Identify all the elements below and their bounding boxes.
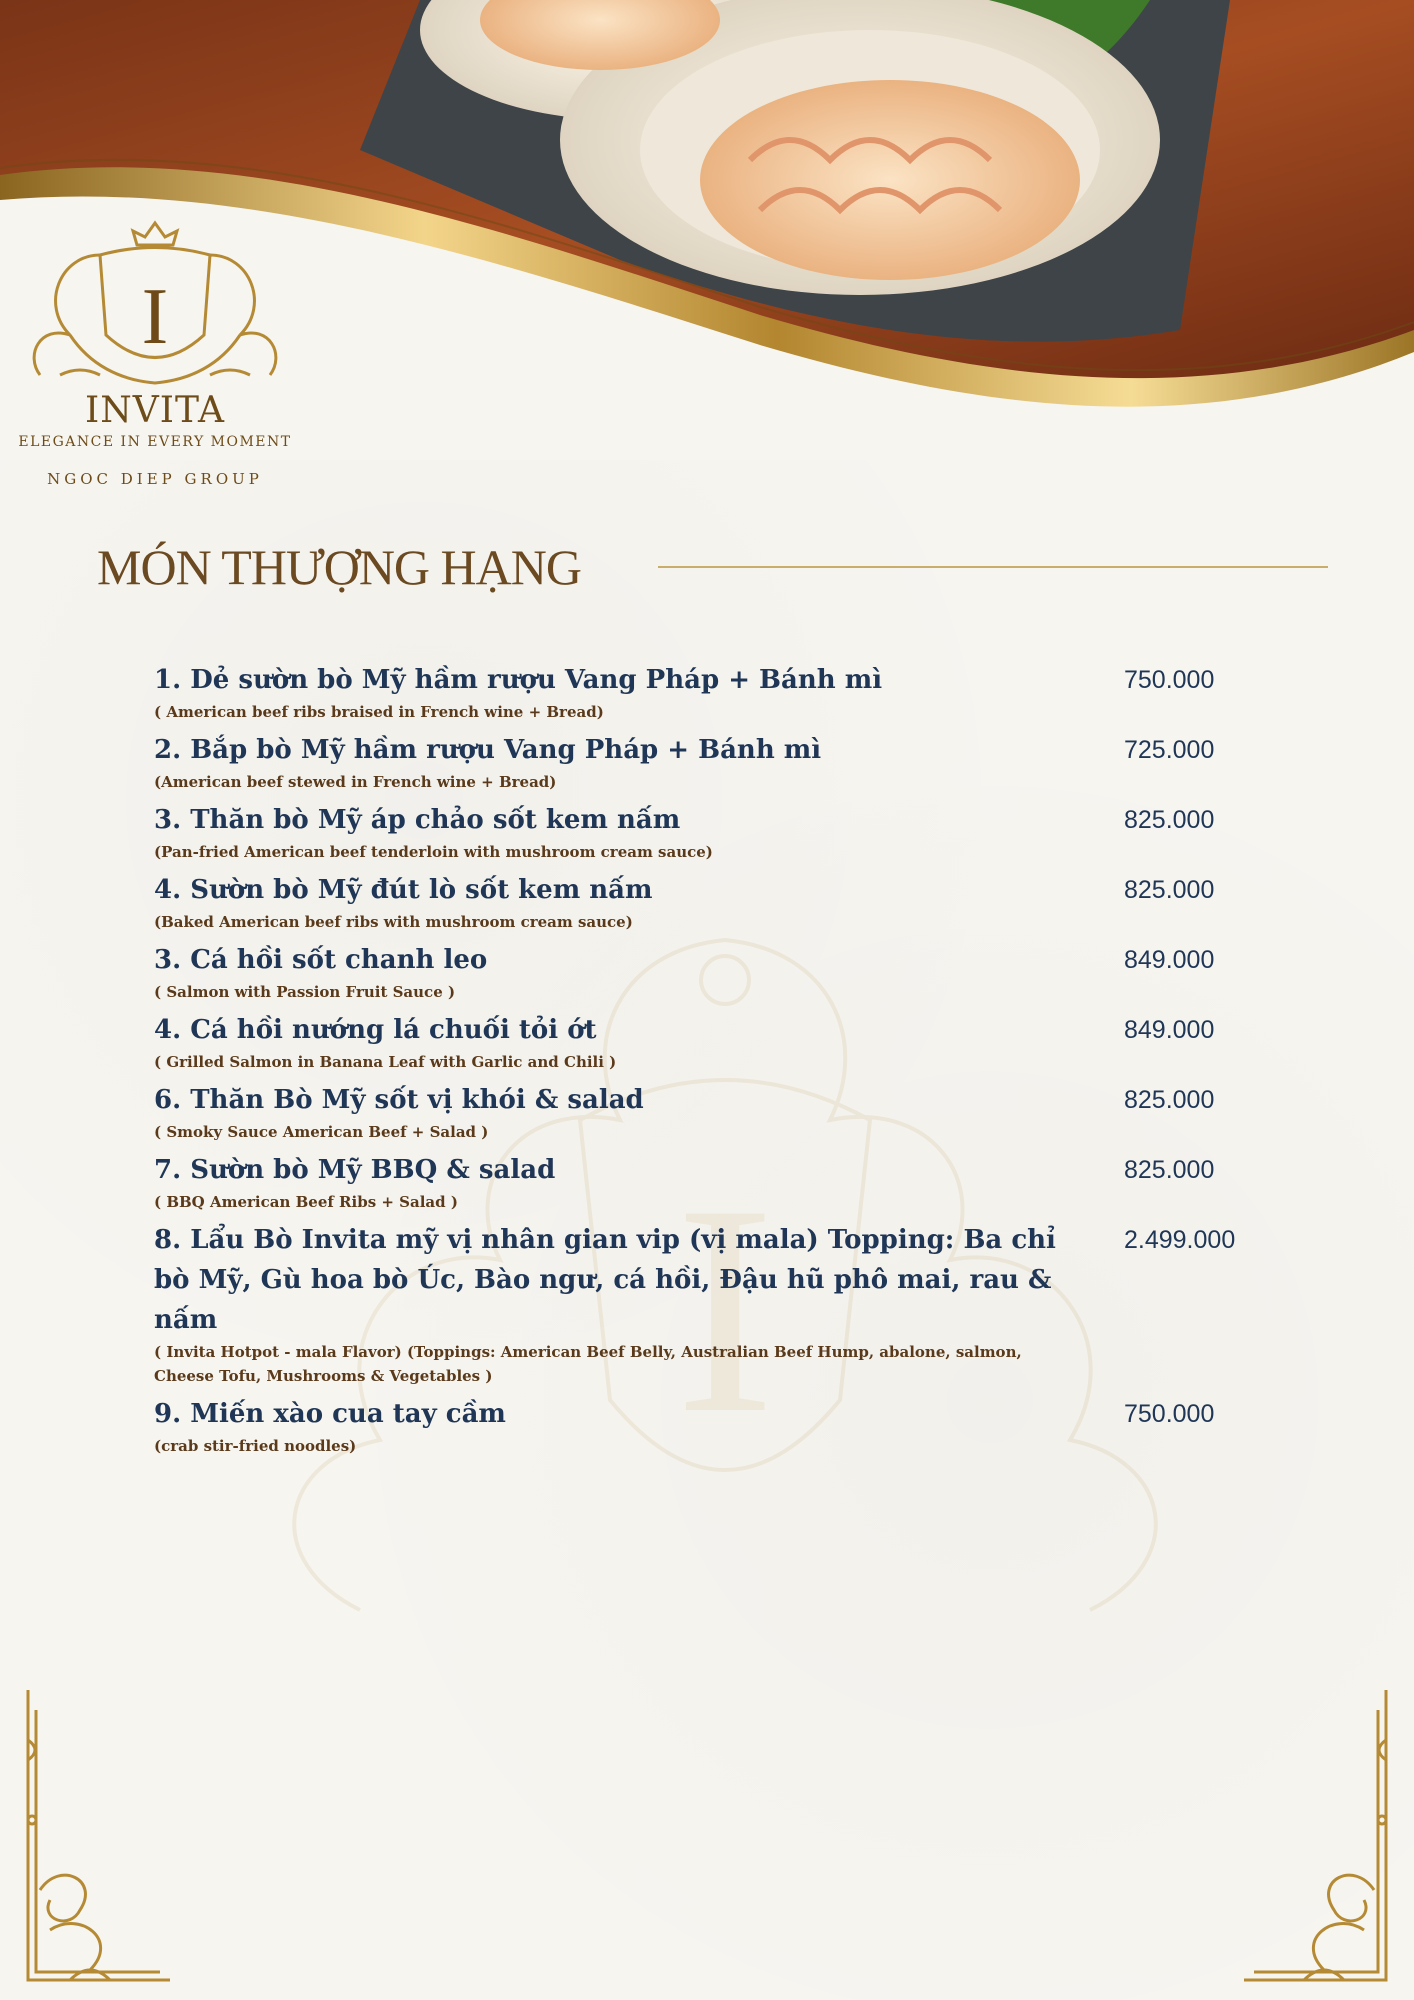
brand-name: INVITA [85, 390, 225, 431]
menu-item [154, 1220, 1274, 1388]
item-name: 4. Cá hồi nướng lá chuối tỏi ớt [154, 1015, 597, 1045]
item-price: 2.499.000 [1124, 1226, 1236, 1254]
item-name: 8. Lẩu Bò Invita mỹ vị nhân gian vip (vị mala) Topping: Ba chỉ bò Mỹ, Gù hoa bò Úc, Bào ngư, cá hồi, Đậu hũ phô mai, rau & nấm [154, 1225, 1056, 1335]
item-name: 9. Miến xào cua tay cầm [154, 1399, 506, 1429]
item-description: (Baked American beef ribs with mushroom cream sauce) [154, 913, 633, 931]
menu-item [154, 730, 1274, 794]
item-price: 825.000 [1124, 1156, 1215, 1184]
title-divider [658, 566, 1328, 568]
menu-list [154, 660, 1274, 1464]
item-description: (crab stir-fried noodles) [154, 1437, 357, 1455]
item-description: ( Salmon with Passion Fruit Sauce ) [154, 983, 456, 1001]
item-description: ( Smoky Sauce American Beef + Salad ) [154, 1123, 489, 1141]
item-name: 7. Sườn bò Mỹ BBQ & salad [154, 1155, 556, 1185]
item-price: 849.000 [1124, 946, 1215, 974]
corner-ornament-right-icon [1234, 1680, 1404, 2000]
item-price: 849.000 [1124, 1016, 1215, 1044]
menu-item [154, 940, 1274, 1004]
menu-item [154, 660, 1274, 724]
item-name: 3. Thăn bò Mỹ áp chảo sốt kem nấm [154, 805, 681, 835]
item-price: 825.000 [1124, 876, 1215, 904]
item-price: 825.000 [1124, 1086, 1215, 1114]
menu-item [154, 870, 1274, 934]
item-description: (Pan-fried American beef tenderloin with mushroom cream sauce) [154, 843, 713, 861]
brand-group: NGOC DIEP GROUP [47, 470, 263, 488]
item-description: (American beef stewed in French wine + Bread) [154, 773, 557, 791]
corner-ornament-left-icon [10, 1680, 180, 2000]
item-description: ( Invita Hotpot - mala Flavor) (Toppings: American Beef Belly, Australian Beef Hump, abalone, salmon, Cheese Tofu, Mushrooms & Vegetables ) [154, 1343, 1022, 1385]
item-description: ( BBQ American Beef Ribs + Salad ) [154, 1193, 458, 1211]
logo-letter: I [141, 273, 169, 361]
item-price: 825.000 [1124, 806, 1215, 834]
menu-item [154, 1150, 1274, 1214]
item-price: 750.000 [1124, 666, 1215, 694]
item-name: 2. Bắp bò Mỹ hầm rượu Vang Pháp + Bánh mì [154, 735, 822, 765]
item-description: ( American beef ribs braised in French wine + Bread) [154, 703, 604, 721]
menu-item [154, 800, 1274, 864]
svg-text:I: I [675, 1143, 775, 1475]
item-description: ( Grilled Salmon in Banana Leaf with Garlic and Chili ) [154, 1053, 617, 1071]
item-price: 725.000 [1124, 736, 1215, 764]
item-name: 4. Sườn bò Mỹ đút lò sốt kem nấm [154, 875, 653, 905]
brand-crest-icon [0, 215, 310, 495]
item-name: 1. Dẻ sườn bò Mỹ hầm rượu Vang Pháp + Bánh mì [154, 665, 883, 695]
item-name: 6. Thăn Bò Mỹ sốt vị khói & salad [154, 1085, 644, 1115]
menu-item [154, 1080, 1274, 1144]
brand-tagline: ELEGANCE IN EVERY MOMENT [18, 434, 292, 450]
item-name: 3. Cá hồi sốt chanh leo [154, 945, 488, 975]
menu-item [154, 1010, 1274, 1074]
item-price: 750.000 [1124, 1400, 1215, 1428]
section-title: MÓN THƯỢNG HẠNG [97, 539, 581, 595]
menu-item [154, 1394, 1274, 1458]
